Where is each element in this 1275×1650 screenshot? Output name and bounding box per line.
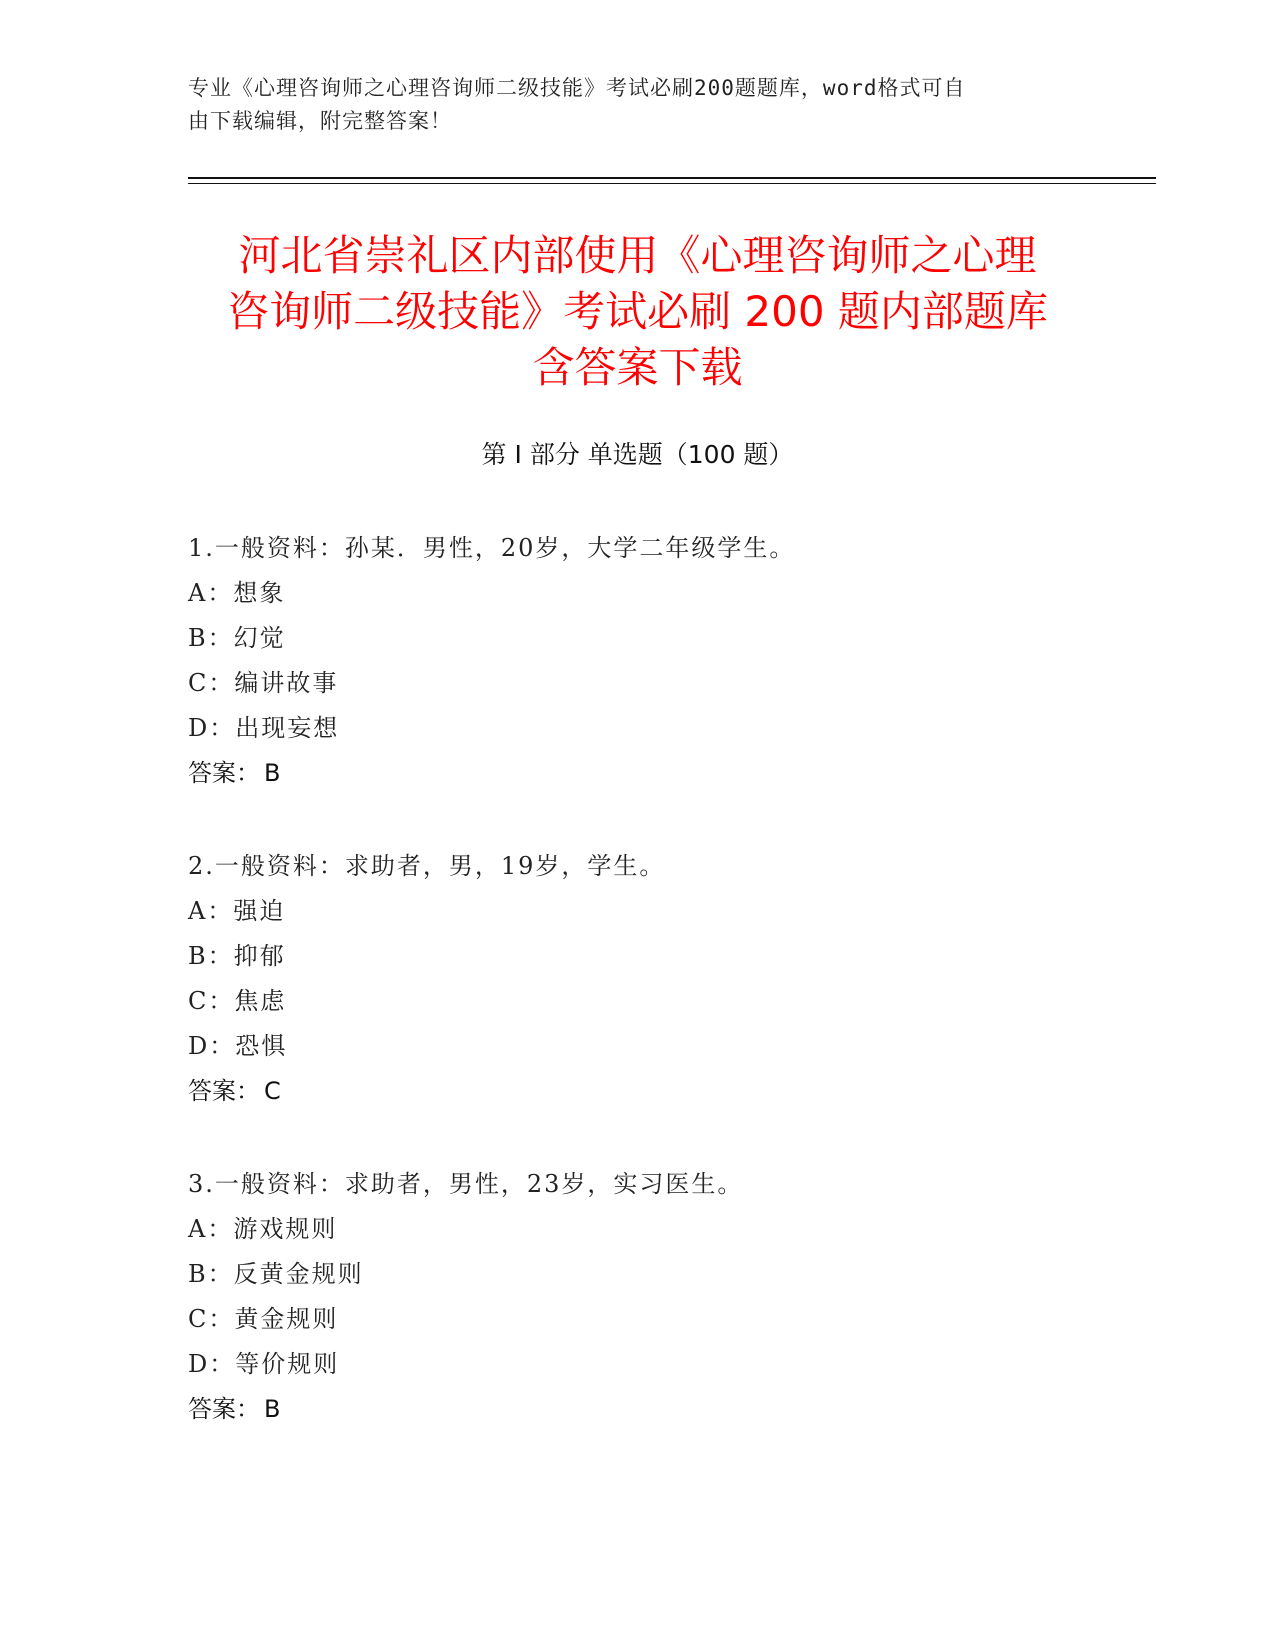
document-title-line-1: 河北省崇礼区内部使用《心理咨询师之心理 (238, 231, 1037, 280)
question-1 (188, 526, 1148, 796)
option-b: B：幻觉 (188, 624, 286, 652)
option-b: B：反黄金规则 (188, 1260, 364, 1288)
answer-value: B (264, 1395, 281, 1423)
answer-label: 答案： (188, 1077, 260, 1105)
document-title-line-2: 咨询师二级技能》考试必刷 200 题内部题库 (227, 287, 1048, 336)
option-d: D：等价规则 (188, 1350, 340, 1378)
question-2 (188, 844, 1148, 1114)
header-note-line-2: 由下载编辑，附完整答案！ (188, 109, 452, 133)
option-d: D：恐惧 (188, 1032, 288, 1060)
answer-label: 答案： (188, 1395, 260, 1423)
header-note (188, 72, 1068, 138)
question-stem: 3.一般资料：求助者，男性，23岁，实习医生。 (188, 1170, 744, 1198)
document-title (150, 228, 1125, 396)
option-c: C：编讲故事 (188, 669, 339, 697)
header-rule-thin (188, 183, 1156, 184)
option-c: C：黄金规则 (188, 1305, 339, 1333)
answer-line (188, 1387, 1148, 1432)
option-a: A：游戏规则 (188, 1215, 338, 1243)
answer-line (188, 1069, 1148, 1114)
question-stem: 1.一般资料：孙某．男性，20岁，大学二年级学生。 (188, 534, 796, 562)
section-title: 第 I 部分 单选题（100 题） (481, 440, 794, 469)
header-note-line-1: 专业《心理咨询师之心理咨询师二级技能》考试必刷200题题库，word格式可自 (188, 76, 966, 100)
option-b: B：抑郁 (188, 942, 286, 970)
answer-value: B (264, 759, 281, 787)
option-a: A：想象 (188, 579, 286, 607)
option-a: A：强迫 (188, 897, 286, 925)
option-c: C：焦虑 (188, 987, 287, 1015)
answer-label: 答案： (188, 759, 260, 787)
answer-line (188, 751, 1148, 796)
question-stem: 2.一般资料：求助者，男，19岁，学生。 (188, 852, 666, 880)
header-rule-thick (188, 177, 1156, 179)
option-d: D：出现妄想 (188, 714, 340, 742)
question-3 (188, 1162, 1148, 1432)
document-title-line-3: 含答案下载 (532, 343, 743, 392)
answer-value: C (264, 1077, 281, 1105)
